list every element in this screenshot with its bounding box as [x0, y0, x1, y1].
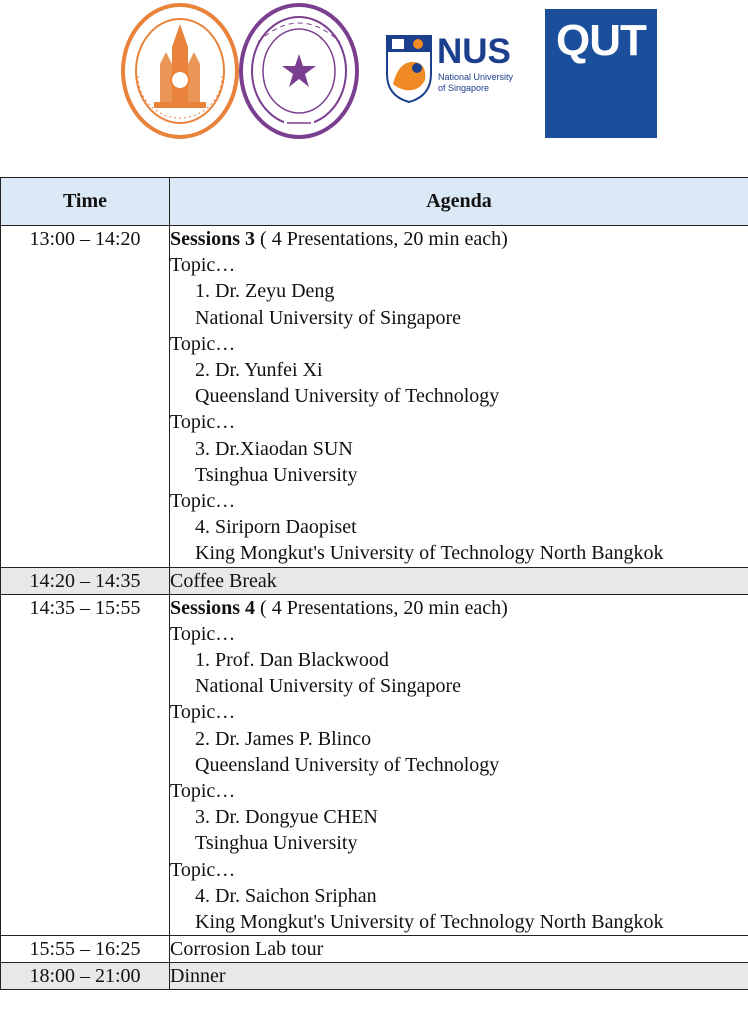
session3-title: Sessions 3 ( 4 Presentations, 20 min each)	[170, 228, 508, 250]
session3-affiliation-1: National University of Singapore	[195, 306, 462, 329]
session3-topic-3: Topic…	[170, 411, 236, 434]
nus-wordmark: NUS	[437, 32, 511, 71]
session4-speaker-2: 2. Dr. James P. Blinco	[195, 727, 372, 750]
table-row-session3	[1, 226, 748, 568]
session4-speaker-4: 4. Dr. Saichon Sriphan	[195, 884, 377, 907]
session4-topic-3: Topic…	[170, 780, 236, 803]
session3-speaker-3: 3. Dr.Xiaodan SUN	[195, 437, 353, 460]
table-row-dinner	[1, 963, 748, 990]
table-row-coffee-break	[1, 567, 748, 594]
session3-time: 13:00 – 14:20	[1, 226, 170, 568]
table-row-session4	[1, 594, 748, 936]
session4-agenda	[170, 594, 748, 936]
session4-speaker-3: 3. Dr. Dongyue CHEN	[195, 806, 378, 829]
session4-time: 14:35 – 15:55	[1, 594, 170, 936]
session3-speaker-2: 2. Dr. Yunfei Xi	[195, 359, 323, 382]
nus-full-name: National University of Singapore	[438, 72, 514, 93]
session4-affiliation-4: King Mongkut's University of Technology North Bangkok	[195, 911, 664, 934]
session3-speaker-4: 4. Siriporn Daopiset	[195, 516, 357, 539]
dinner-label: Dinner	[170, 963, 748, 990]
kmutnb-seal-logo	[120, 2, 240, 140]
session3-agenda	[170, 226, 748, 568]
nus-logo	[385, 34, 525, 106]
time-column-header: Time	[1, 178, 170, 226]
session4-topic-1: Topic…	[170, 622, 236, 645]
coffee-break-time: 14:20 – 14:35	[1, 567, 170, 594]
tsinghua-seal-logo	[238, 2, 360, 140]
qut-wordmark: QUT	[556, 16, 646, 65]
session4-affiliation-2: Queensland University of Technology	[195, 753, 500, 776]
qut-logo	[545, 9, 657, 138]
agenda-column-header: Agenda	[170, 178, 748, 226]
session3-affiliation-2: Queensland University of Technology	[195, 385, 500, 408]
nus-lion-crest-icon	[385, 34, 433, 104]
session4-affiliation-3: Tsinghua University	[195, 832, 358, 855]
logo-bar	[0, 0, 748, 150]
session4-affiliation-1: National University of Singapore	[195, 675, 462, 698]
lab-tour-time: 15:55 – 16:25	[1, 936, 170, 963]
session3-topic-4: Topic…	[170, 490, 236, 513]
session3-topic-2: Topic…	[170, 332, 236, 355]
session3-affiliation-4: King Mongkut's University of Technology North Bangkok	[195, 542, 664, 565]
session3-topic-1: Topic…	[170, 254, 236, 277]
session4-topic-2: Topic…	[170, 701, 236, 724]
coffee-break-label: Coffee Break	[170, 567, 748, 594]
session4-topic-4: Topic…	[170, 858, 236, 881]
lab-tour-label: Corrosion Lab tour	[170, 936, 748, 963]
session4-title: Sessions 4 ( 4 Presentations, 20 min each)	[170, 596, 508, 619]
session3-speaker-1: 1. Dr. Zeyu Deng	[195, 280, 335, 303]
agenda-table	[0, 177, 748, 990]
session4-speaker-1: 1. Prof. Dan Blackwood	[195, 649, 389, 672]
table-row-lab-tour	[1, 936, 748, 963]
session3-affiliation-3: Tsinghua University	[195, 463, 358, 486]
table-header-row	[1, 178, 748, 226]
dinner-time: 18:00 – 21:00	[1, 963, 170, 990]
